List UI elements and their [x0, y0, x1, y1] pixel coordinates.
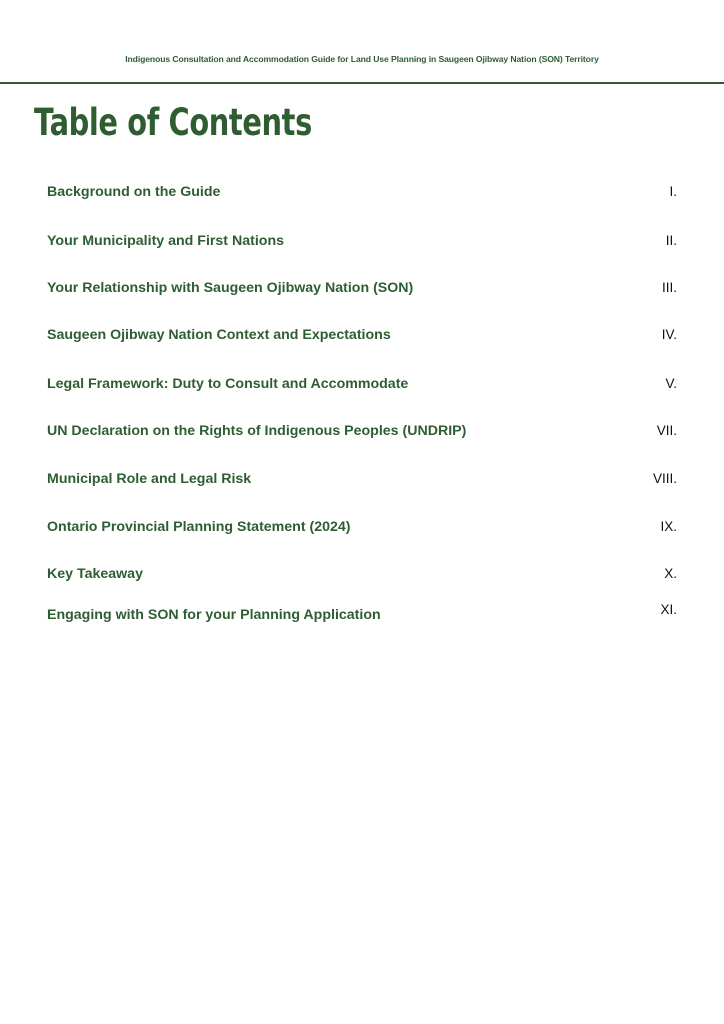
toc-entry-label[interactable]: Ontario Provincial Planning Statement (2024) — [47, 519, 351, 535]
toc-entry-label[interactable]: Saugeen Ojibway Nation Context and Expectations — [47, 327, 391, 343]
toc-entry-page-number: VIII. — [652, 471, 677, 486]
toc-entry-background[interactable] — [47, 184, 677, 204]
toc-entry-label[interactable]: Key Takeaway — [47, 566, 143, 582]
toc-entry-key-takeaway[interactable] — [47, 566, 677, 586]
toc-entry-label[interactable]: Municipal Role and Legal Risk — [47, 471, 252, 487]
toc-entry-page-number: II. — [665, 233, 677, 248]
toc-entry-relationship[interactable] — [47, 280, 677, 300]
toc-entry-label[interactable]: Background on the Guide — [47, 184, 221, 200]
toc-entry-page-number: I. — [669, 184, 677, 199]
toc-entry-page-number: III. — [661, 280, 677, 295]
running-header: Indigenous Consultation and Accommodation Guide for Land Use Planning in Saugeen Ojibway Nation (SON) Territory — [125, 54, 599, 64]
toc-entry-engaging-son[interactable] — [47, 602, 677, 627]
toc-entry-son-context[interactable] — [47, 327, 677, 347]
toc-entry-label[interactable]: UN Declaration on the Rights of Indigenous Peoples (UNDRIP) — [47, 423, 467, 439]
page-title: Table of Contents — [34, 101, 312, 144]
toc-entry-provincial-planning[interactable] — [47, 519, 677, 539]
toc-entry-page-number: XI. — [660, 602, 677, 617]
toc-entry-label[interactable]: Your Relationship with Saugeen Ojibway Nation (SON) — [47, 280, 414, 296]
toc-entry-municipality[interactable] — [47, 233, 677, 253]
toc-entry-page-number: VII. — [656, 423, 677, 438]
toc-entry-page-number: V. — [665, 376, 677, 391]
toc-entry-page-number: IX. — [660, 519, 677, 534]
toc-entry-page-number: X. — [664, 566, 677, 581]
toc-entry-label[interactable]: Engaging with SON for your Planning Application — [47, 607, 381, 623]
toc-entry-municipal-role[interactable] — [47, 471, 677, 491]
toc-entry-label[interactable]: Your Municipality and First Nations — [47, 233, 285, 249]
toc-entry-undrip[interactable] — [47, 423, 677, 443]
header-divider — [0, 82, 724, 84]
toc-entry-label[interactable]: Legal Framework: Duty to Consult and Accommodate — [47, 376, 409, 392]
toc-entry-page-number: IV. — [661, 327, 677, 342]
toc-entry-legal-framework[interactable] — [47, 376, 677, 396]
